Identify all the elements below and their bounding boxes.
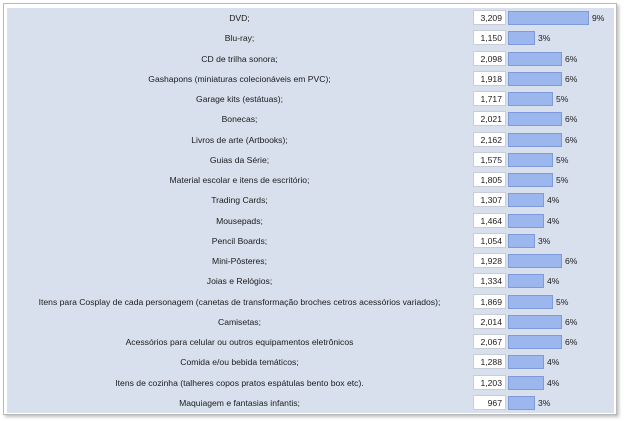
percent-bar <box>508 92 553 106</box>
vote-count: 1,288 <box>473 354 506 369</box>
vote-count: 2,021 <box>473 111 506 126</box>
percent-label: 4% <box>547 195 560 206</box>
percent-label: 3% <box>538 33 551 44</box>
vote-count: 2,162 <box>473 132 506 147</box>
percent-bar-area <box>508 89 612 109</box>
percent-label: 6% <box>565 134 578 145</box>
table-row <box>7 211 614 231</box>
vote-count: 1,869 <box>473 294 506 309</box>
table-row <box>7 251 614 271</box>
percent-bar-area <box>508 190 612 210</box>
percent-bar-area <box>508 8 612 28</box>
table-row <box>7 312 614 332</box>
percent-label: 3% <box>538 235 551 246</box>
percent-bar-area <box>508 312 612 332</box>
item-label: CD de trilha sonora; <box>201 53 278 64</box>
item-label: Gashapons (miniaturas colecionáveis em PVC); <box>148 73 331 84</box>
item-label: Joias e Relógios; <box>206 276 273 287</box>
percent-bar <box>508 335 562 349</box>
table-row <box>7 271 614 291</box>
percent-label: 9% <box>592 13 605 23</box>
percent-bar <box>508 234 535 248</box>
vote-count: 2,067 <box>473 334 506 349</box>
percent-bar-area <box>508 28 612 48</box>
percent-bar-area <box>508 130 612 150</box>
percent-bar-area <box>508 373 612 393</box>
item-label: Guias da Série; <box>209 154 270 165</box>
percent-bar-area <box>508 292 612 312</box>
percent-label: 6% <box>565 316 578 327</box>
vote-count: 2,098 <box>473 51 506 66</box>
item-label: Mousepads; <box>216 215 263 226</box>
vote-count: 1,717 <box>473 91 506 106</box>
table-row <box>7 150 614 170</box>
percent-bar-area <box>508 271 612 291</box>
table-row <box>7 190 614 210</box>
percent-bar <box>508 193 544 207</box>
percent-bar-area <box>508 231 612 251</box>
percent-label: 4% <box>547 215 560 226</box>
percent-label: 5% <box>556 94 569 104</box>
percent-bar <box>508 274 544 288</box>
percent-bar-area <box>508 69 612 89</box>
vote-count: 1,334 <box>473 273 506 288</box>
percent-label: 6% <box>565 256 578 266</box>
table-row <box>7 109 614 129</box>
table-row <box>7 292 614 312</box>
percent-bar-area <box>508 170 612 190</box>
vote-count: 967 <box>473 395 506 410</box>
percent-label: 5% <box>556 154 569 165</box>
percent-bar <box>508 295 553 309</box>
item-label: Pencil Boards; <box>211 235 268 246</box>
item-label: Material escolar e itens de escritório; <box>169 175 310 185</box>
item-label: Itens de cozinha (talheres copos pratos espátulas bento box etc). <box>115 377 364 388</box>
table-row <box>7 130 614 150</box>
percent-label: 4% <box>547 276 560 287</box>
vote-count: 2,014 <box>473 314 506 329</box>
table-row <box>7 352 614 372</box>
percent-bar <box>508 153 553 167</box>
percent-label: 6% <box>565 114 578 125</box>
vote-count: 1,928 <box>473 253 506 268</box>
percent-label: 6% <box>565 73 578 84</box>
percent-bar <box>508 355 544 369</box>
percent-label: 4% <box>547 357 560 368</box>
percent-bar-area <box>508 332 612 352</box>
percent-bar <box>508 214 544 228</box>
percent-label: 5% <box>556 296 569 307</box>
table-row <box>7 49 614 69</box>
item-label: Trading Cards; <box>211 195 268 206</box>
percent-bar <box>508 72 562 86</box>
table-row <box>7 8 614 28</box>
percent-bar <box>508 112 562 126</box>
percent-bar <box>508 396 535 410</box>
percent-label: 6% <box>565 337 578 347</box>
percent-label: 6% <box>565 53 578 64</box>
item-label: Itens para Cosplay de cada personagem (canetas de transformação broches cetros acessórios variados); <box>38 296 441 307</box>
percent-bar-area <box>508 251 612 271</box>
table-row <box>7 373 614 393</box>
table-row <box>7 69 614 89</box>
item-label: Livros de arte (Artbooks); <box>191 134 288 145</box>
vote-count: 1,464 <box>473 213 506 228</box>
vote-count: 1,203 <box>473 375 506 390</box>
item-label: Maquiagem e fantasias infantis; <box>179 397 300 408</box>
item-label: Garage kits (estátuas); <box>196 94 283 104</box>
table-row <box>7 332 614 352</box>
vote-count: 1,575 <box>473 152 506 167</box>
percent-bar-area <box>508 211 612 231</box>
table-row <box>7 170 614 190</box>
vote-count: 1,307 <box>473 192 506 207</box>
item-label: Comida e/ou bebida temáticos; <box>180 357 299 368</box>
item-label: Camisetas; <box>218 316 261 327</box>
table-row <box>7 231 614 251</box>
table-row <box>7 393 614 413</box>
percent-bar <box>508 133 562 147</box>
percent-bar-area <box>508 352 612 372</box>
percent-bar-area <box>508 150 612 170</box>
percent-bar <box>508 173 553 187</box>
percent-bar-area <box>508 49 612 69</box>
percent-bar-area <box>508 109 612 129</box>
vote-count: 1,150 <box>473 30 506 45</box>
percent-label: 5% <box>556 175 569 185</box>
percent-label: 3% <box>538 397 551 408</box>
percent-bar <box>508 254 562 268</box>
item-label: Acessórios para celular ou outros equipamentos eletrônicos <box>125 337 354 347</box>
table-row <box>7 89 614 109</box>
vote-count: 1,805 <box>473 172 506 187</box>
survey-results-table <box>7 8 614 413</box>
percent-bar <box>508 11 589 25</box>
vote-count: 3,209 <box>473 10 506 25</box>
percent-bar <box>508 376 544 390</box>
vote-count: 1,918 <box>473 71 506 86</box>
percent-bar-area <box>508 393 612 413</box>
percent-bar <box>508 52 562 66</box>
percent-label: 4% <box>547 377 560 388</box>
vote-count: 1,054 <box>473 233 506 248</box>
percent-bar <box>508 31 535 45</box>
item-label: Mini-Pôsteres; <box>212 256 267 266</box>
table-row <box>7 28 614 48</box>
item-label: Blu-ray; <box>224 33 255 44</box>
item-label: DVD; <box>229 13 250 23</box>
item-label: Bonecas; <box>221 114 258 125</box>
percent-bar <box>508 315 562 329</box>
